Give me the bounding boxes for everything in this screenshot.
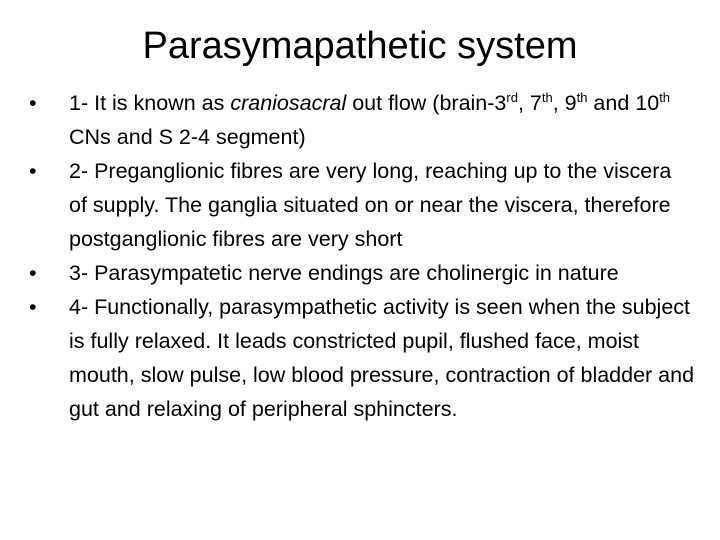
bullet-item-4 xyxy=(27,290,695,426)
bullet-text: 3- Parasympatetic nerve endings are cholinergic in nature xyxy=(69,261,619,285)
bullet-item-1 xyxy=(27,86,695,154)
bullet-dot: • xyxy=(29,295,37,319)
bullet-text: 4- Functionally, parasympathetic activity is seen when the subject is fully relaxed. It leads constricted pupil, flushed face, moist mouth, slow pulse, low blood pressure, contraction of bladder and gut and relaxing of peripheral sphincters. xyxy=(69,295,695,421)
bullet-dot: • xyxy=(29,261,37,285)
bullet-dot: • xyxy=(29,159,37,183)
bullet-dot: • xyxy=(29,91,37,115)
bullet-item-2 xyxy=(27,154,695,256)
bullet-item-3 xyxy=(27,256,695,290)
bullet-list xyxy=(27,86,695,426)
slide-title: Parasymapathetic system xyxy=(142,25,578,67)
bullet-text: 1- It is known as craniosacral out flow (brain-3rd, 7th, 9th and 10th CNs and S 2-4 segment) xyxy=(69,90,671,149)
bullet-text: 2- Preganglionic fibres are very long, reaching up to the viscera of supply. The ganglia situated on or near the viscera, therefore postganglionic fibres are very short xyxy=(69,159,672,251)
